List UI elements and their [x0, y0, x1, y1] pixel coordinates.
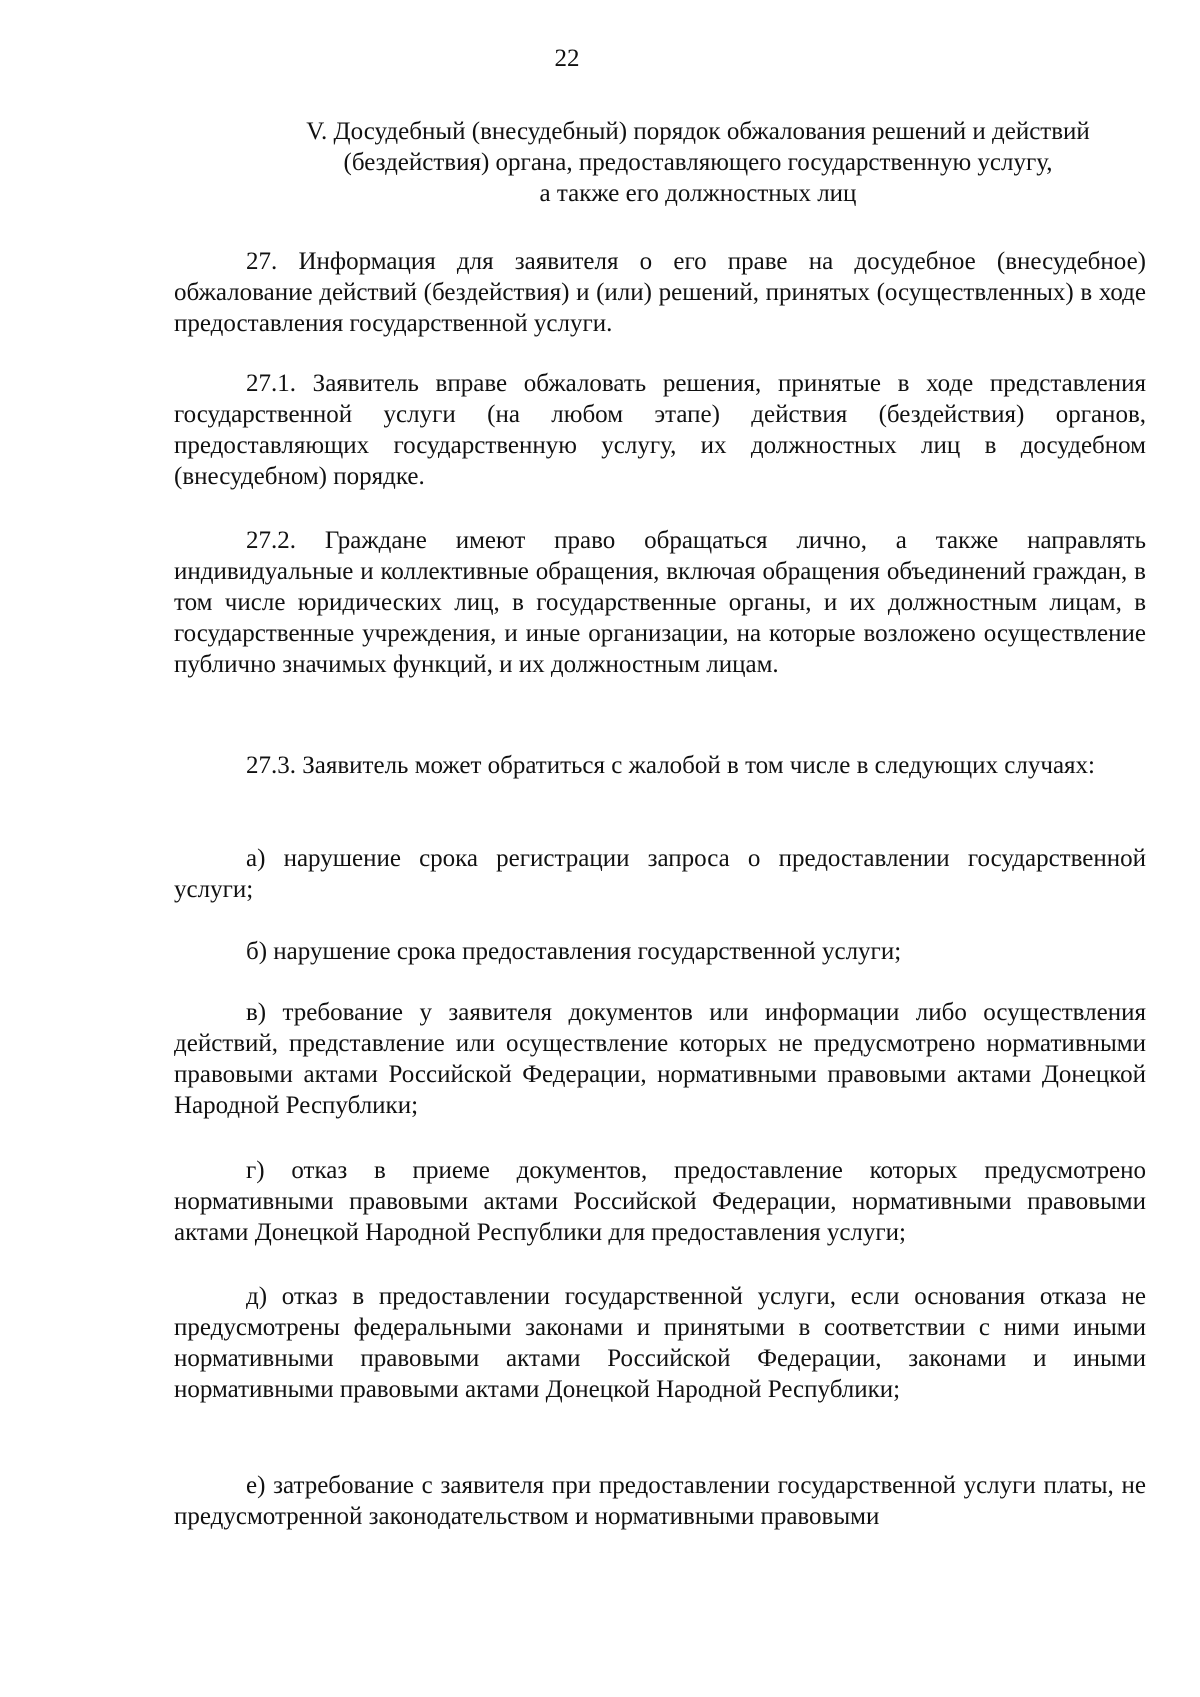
paragraph-27-3: 27.3. Заявитель может обратиться с жалобой в том числе в следующих случаях: [246, 752, 1095, 779]
page-number: 22 [554, 45, 580, 72]
section-title [250, 116, 1146, 209]
paragraph-27-1: 27.1. Заявитель вправе обжаловать решения, принятые в ходе представления государственной услуги (на любом этапе) действия (бездействия) органов, предоставляющих государственную услугу, их должностных лиц в досудебном (внесудебном) порядке. [174, 370, 1146, 490]
section-title-line-3: а также его должностных лиц [539, 180, 857, 207]
list-item-e: е) затребование с заявителя при предоставлении государственной услуги платы, не предусмотренной законодательством и нормативными правовыми [174, 1472, 1146, 1530]
list-item-v: в) требование у заявителя документов или информации либо осуществления действий, представление или осуществление которых не предусмотрено нормативными правовыми актами Российской Федерации, нормативными правовыми актами Донецкой Народной Республики; [174, 999, 1146, 1119]
paragraph-27-2: 27.2. Граждане имеют право обращаться лично, а также направлять индивидуальные и коллективные обращения, включая обращения объединений граждан, в том числе юридических лиц, в государственные органы, и их должностным лицам, в государственные учреждения, и иные организации, на которые возложено осуществление публично значимых функций, и их должностным лицам. [174, 527, 1146, 678]
list-item-g: г) отказ в приеме документов, предоставление которых предусмотрено нормативными правовыми актами Российской Федерации, нормативными правовыми актами Донецкой Народной Республики для предоставления услуги; [174, 1157, 1146, 1246]
list-item-b: б) нарушение срока предоставления государственной услуги; [246, 938, 902, 965]
paragraph-27: 27. Информация для заявителя о его праве на досудебное (внесудебное) обжалование действий (бездействия) и (или) решений, принятых (осуществленных) в ходе предоставления государственной услуги. [174, 248, 1146, 337]
section-title-line-2: (бездействия) органа, предоставляющего государственную услугу, [343, 149, 1053, 176]
section-title-line-1: V. Досудебный (внесудебный) порядок обжалования решений и действий [306, 118, 1090, 145]
list-item-a: а) нарушение срока регистрации запроса о предоставлении государственной услуги; [174, 845, 1146, 903]
list-item-d: д) отказ в предоставлении государственной услуги, если основания отказа не предусмотрены федеральными законами и принятыми в соответствии с ними иными нормативными правовыми актами Российской Федерации, законами и иными нормативными правовыми актами Донецкой Народной Республики; [174, 1283, 1146, 1403]
